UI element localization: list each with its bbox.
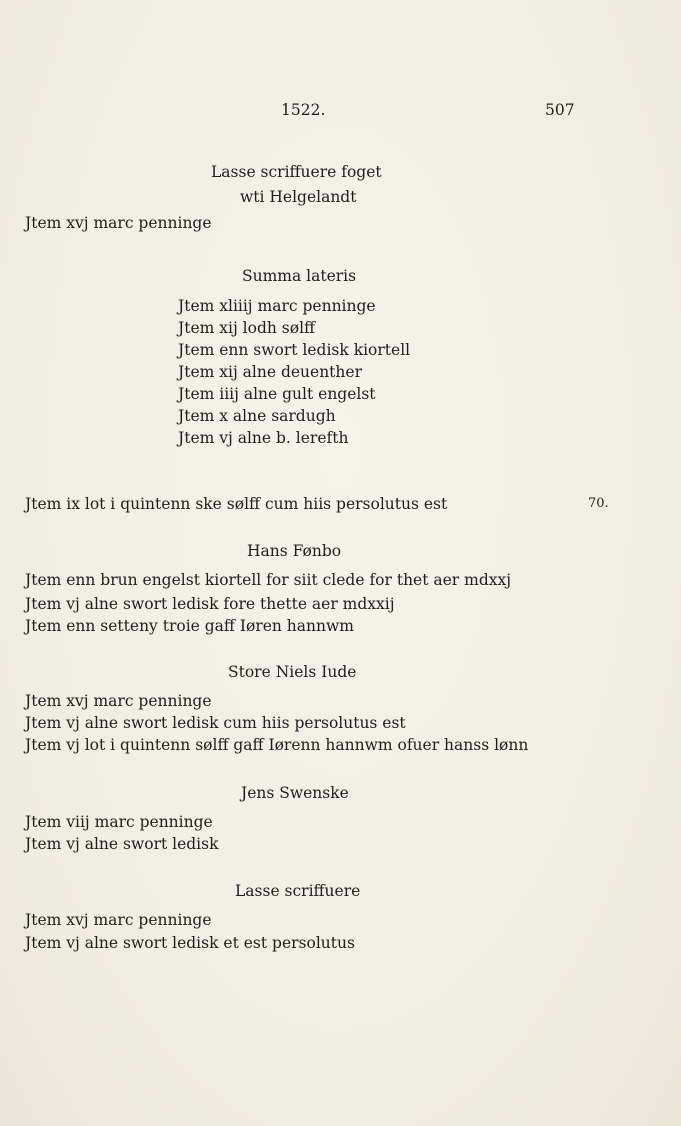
entry-line: Jtem vj alne swort ledisk [25,835,219,853]
entry-line: Jtem xliiij marc penninge [178,297,376,315]
page-number: 507 [545,101,575,119]
section-heading: Hans Fønbo [247,542,342,560]
entry-line: Jtem ix lot i quintenn ske sølff cum hiis persolutus est [25,495,448,513]
entry-line: Jtem enn swort ledisk kiortell [178,341,411,359]
entry-line: Jtem vj alne swort ledisk fore thette aer mdxxij [25,595,395,613]
entry-line: Jtem enn setteny troie gaff Iøren hannwm [25,617,354,635]
section-heading: Lasse scriffuere foget [211,163,382,181]
entry-line: Jtem vj alne swort ledisk et est persolutus [25,934,355,952]
section-heading: Store Niels Iude [228,663,357,681]
section-heading: Jens Swenske [241,784,349,802]
section-heading: Lasse scriffuere [235,882,361,900]
entry-line: Jtem iiij alne gult engelst [178,385,376,403]
section-heading: Summa lateris [242,267,357,285]
year-header: 1522. [281,101,326,119]
entry-line: Jtem xvj marc penninge [25,214,212,232]
entry-line: Jtem xij alne deuenther [178,363,362,381]
entry-line: Jtem xvj marc penninge [25,911,212,929]
entry-line: Jtem vj lot i quintenn sølff gaff Iørenn hannwm ofuer hanss lønn [25,736,529,754]
section-subheading: wti Helgelandt [240,188,357,206]
entry-line: Jtem vj alne b. lerefth [178,429,349,447]
entry-line: Jtem x alne sardugh [178,407,336,425]
entry-line: Jtem viij marc penninge [25,813,213,831]
entry-line: Jtem vj alne swort ledisk cum hiis persolutus est [25,714,406,732]
margin-number: 70. [588,496,609,511]
entry-line: Jtem xvj marc penninge [25,692,212,710]
entry-line: Jtem enn brun engelst kiortell for siit clede for thet aer mdxxj [25,571,512,589]
entry-line: Jtem xij lodh sølff [178,319,316,337]
